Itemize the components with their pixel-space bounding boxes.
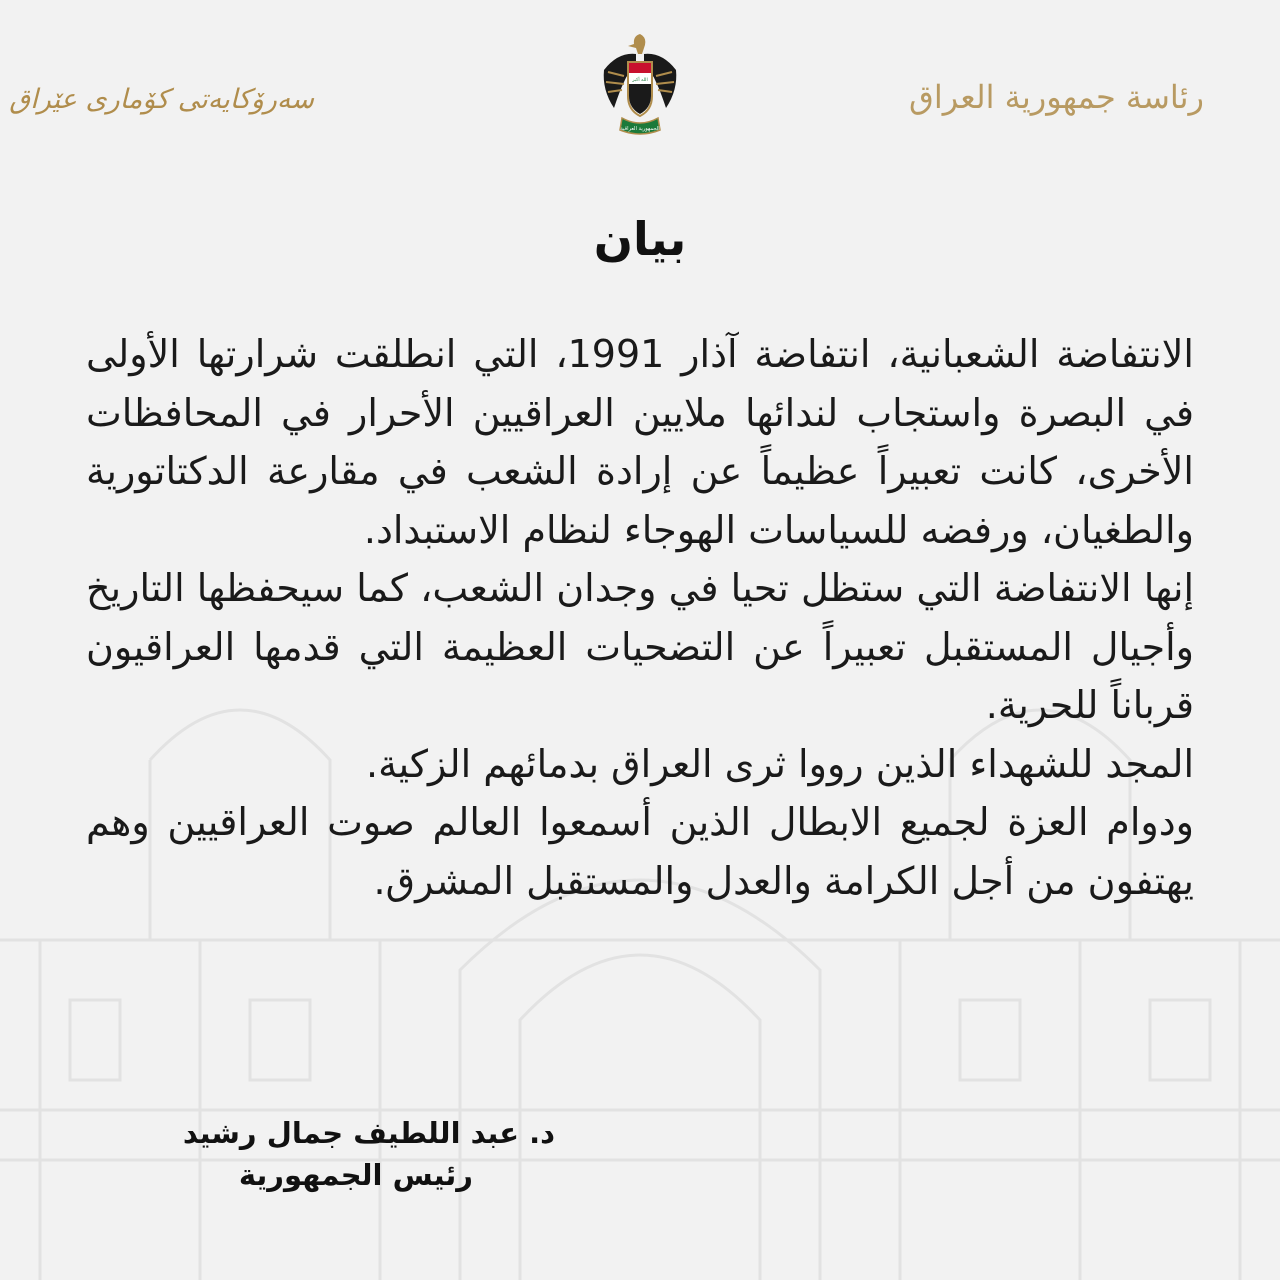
- signatory-name: د. عبد اللطيف جمال رشيد: [182, 1116, 555, 1150]
- signature-block: [130, 1112, 555, 1196]
- signatory-role: رئيس الجمهورية: [238, 1158, 473, 1192]
- header: [0, 0, 1280, 170]
- arabic-presidency-logo: رئاسة جمهورية العراق: [909, 78, 1204, 116]
- statement-paragraph: إنها الانتفاضة التي ستظل تحيا في وجدان الشعب، كما سيحفظها التاريخ وأجيال المستقبل تعبيراً عن التضحيات العظيمة التي قدمها العراقيون قرباناً للحرية.: [86, 566, 1194, 727]
- statement-paragraph: الانتفاضة الشعبانية، انتفاضة آذار 1991، التي انطلقت شرارتها الأولى في البصرة واستجاب لندائها ملايين العراقيين الأحرار في المحافظات الأخرى، كانت تعبيراً عظيماً عن إرادة الشعب في مقارعة الدكتاتورية والطغيان، ورفضه للسياسات الهوجاء لنظام الاستبداد.: [86, 332, 1194, 552]
- statement-body: [86, 325, 1194, 910]
- statement-paragraph: المجد للشهداء الذين رووا ثرى العراق بدمائهم الزكية.: [366, 741, 1194, 786]
- statement-paragraph: ودوام العزة لجميع الابطال الذين أسمعوا العالم صوت العراقيين وهم يهتفون من أجل الكرامة والعدل والمستقبل المشرق.: [86, 800, 1194, 903]
- kurdish-presidency-logo: سەرۆکایەتی کۆماری عێراق: [9, 84, 314, 115]
- iraq-eagle-emblem-icon: [598, 30, 682, 142]
- emblem-takbir-text: الله أكبر: [632, 78, 648, 83]
- statement-title: بيان: [593, 212, 687, 266]
- emblem-ribbon-text: الجمهورية العراقية: [620, 126, 660, 132]
